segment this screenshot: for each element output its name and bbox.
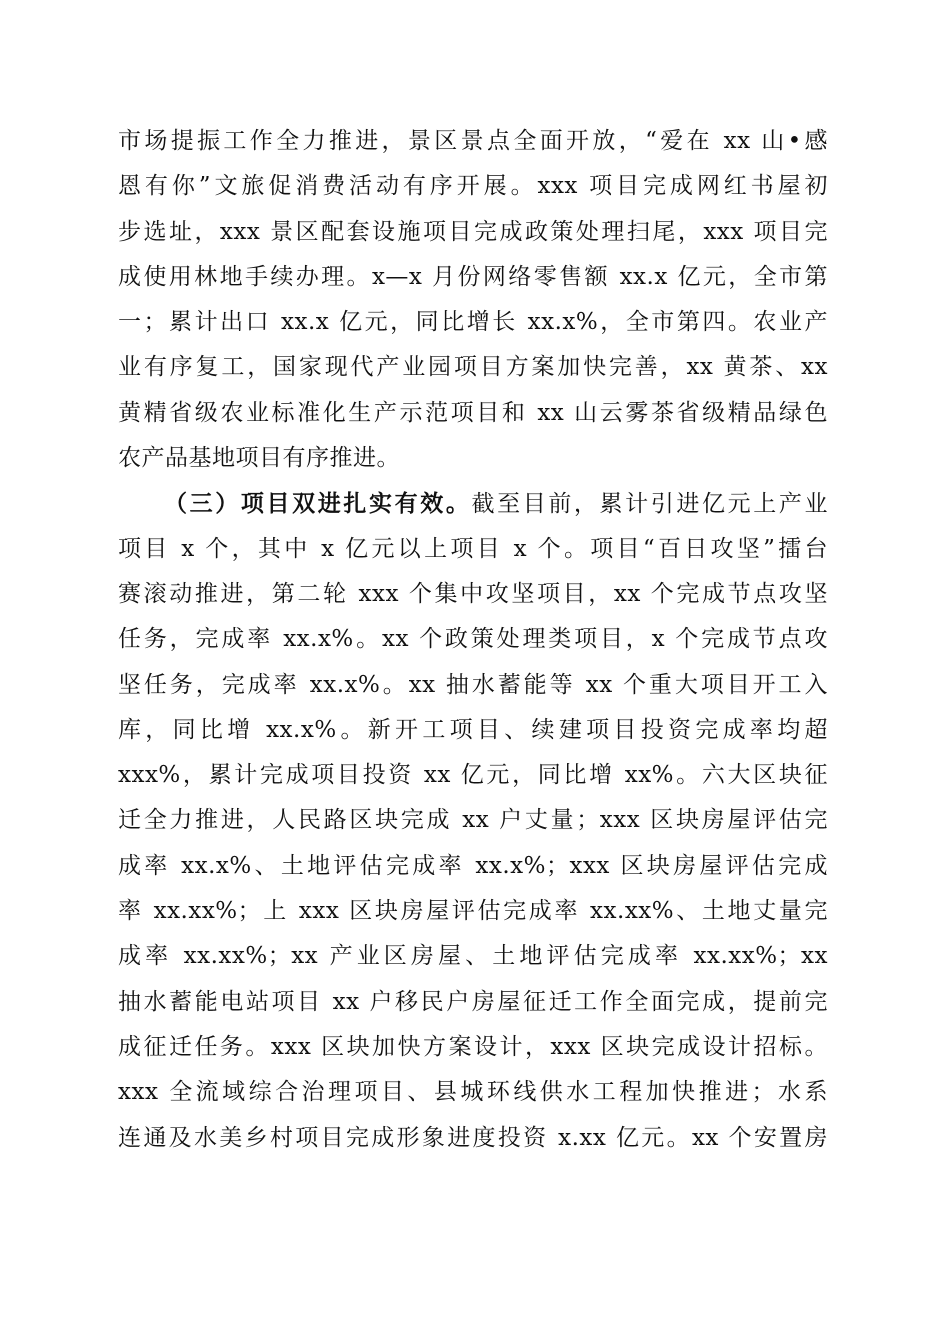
text-line: 迁全力推进，人民路区块完成 xx 户丈量；xxx 区块房屋评估完 xyxy=(118,807,828,834)
text-line: 坚任务，完成率 xx.x%。xx 抽水蓄能等 xx 个重大项目开工入 xyxy=(118,671,828,698)
paragraph-first-line xyxy=(118,481,828,526)
text-line: 任务，完成率 xx.x%。xx 个政策处理类项目，x 个完成节点攻 xyxy=(118,626,828,653)
text-line: 成率 xx.xx%；xx 产业区房屋、土地评估完成率 xx.xx%；xx xyxy=(118,943,828,970)
text-line: 赛滚动推进，第二轮 xxx 个集中攻坚项目，xx 个完成节点攻坚 xyxy=(118,580,828,607)
text-line: 一；累计出口 xx.x 亿元，同比增长 xx.x%，全市第四。农业产 xyxy=(118,309,828,336)
text-line: 农产品基地项目有序推进。 xyxy=(118,445,400,472)
text-line: 成征迁任务。xxx 区块加快方案设计，xxx 区块完成设计招标。 xyxy=(118,1033,828,1060)
text-line: 率 xx.xx%；上 xxx 区块房屋评估完成率 xx.xx%、土地丈量完 xyxy=(118,898,828,925)
text-line: 成使用林地手续办理。x—x 月份网络零售额 xx.x 亿元，全市第 xyxy=(118,263,828,290)
section-heading: （三）项目双进扎实有效。 xyxy=(164,490,472,518)
text-line: 抽水蓄能电站项目 xx 户移民户房屋征迁工作全面完成，提前完 xyxy=(118,988,828,1015)
text-line: 恩有你”文旅促消费活动有序开展。xxx 项目完成网红书屋初 xyxy=(118,173,828,200)
text-line: 库，同比增 xx.x%。新开工项目、续建项目投资完成率均超 xyxy=(118,716,828,743)
text-line: 市场提振工作全力推进，景区景点全面开放，“爱在 xx 山•感 xyxy=(118,128,828,154)
text-line: 连通及水美乡村项目完成形象进度投资 x.xx 亿元。xx 个安置房 xyxy=(118,1124,828,1151)
text-line: 业有序复工，国家现代产业园项目方案加快完善，xx 黄茶、xx xyxy=(118,354,828,381)
text-line: 步选址，xxx 景区配套设施项目完成政策处理扫尾，xxx 项目完 xyxy=(118,218,828,245)
paragraph-market-recovery xyxy=(118,119,828,481)
text-span: 截至目前，累计引进亿元上产业 xyxy=(471,491,829,518)
text-line: 成率 xx.x%、土地评估完成率 xx.x%；xxx 区块房屋评估完成 xyxy=(118,852,828,879)
text-line: 项目 x 个，其中 x 亿元以上项目 x 个。项目“百日攻坚”擂台 xyxy=(118,535,828,562)
paragraph-project-progress xyxy=(118,481,828,1160)
text-line: xxx 全流域综合治理项目、县城环线供水工程加快推进；水系 xyxy=(118,1079,828,1106)
text-line: 黄精省级农业标准化生产示范项目和 xx 山云雾茶省级精品绿色 xyxy=(118,399,828,426)
text-line: xxx%，累计完成项目投资 xx 亿元，同比增 xx%。六大区块征 xyxy=(118,762,828,789)
document-body xyxy=(118,119,828,1161)
